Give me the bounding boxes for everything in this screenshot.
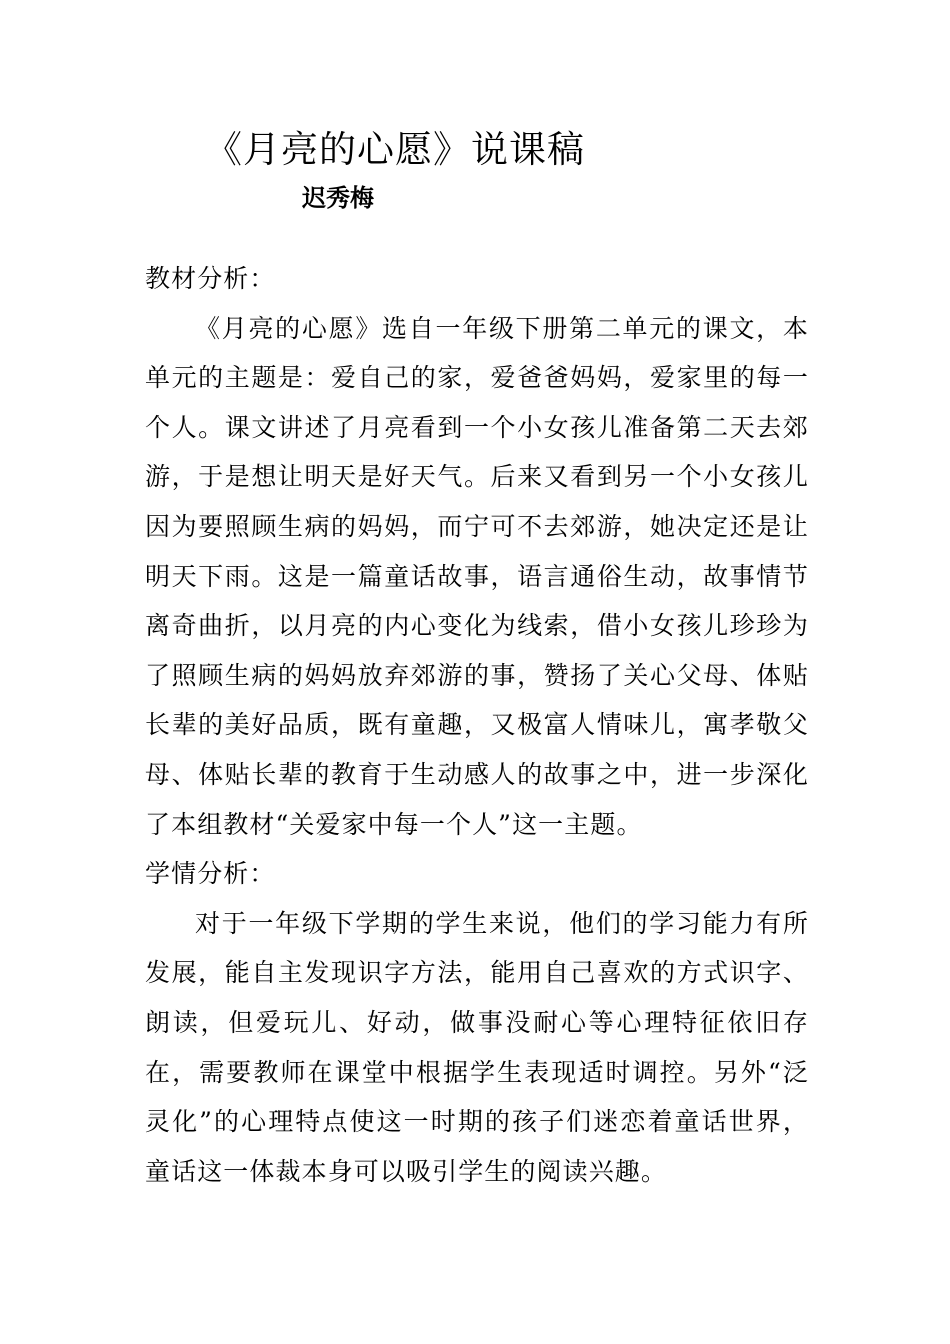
document-body — [145, 254, 809, 1196]
section-textbook-analysis — [145, 254, 809, 849]
section-heading: 教材分析： — [145, 264, 276, 293]
section-heading: 学情分析： — [145, 859, 276, 889]
author-name: 迟秀梅 — [302, 184, 374, 212]
section-student-analysis — [145, 849, 809, 1196]
section-paragraph: 对于一年级下学期的学生来说，他们的学习能力有所发展，能自主发现识字方法，能用自己喜欢的方式识字、朗读，但爱玩儿、好动，做事没耐心等心理特征依旧存在，需要教师在课堂中根据学生表现适时调控。另外“泛灵化”的心理特点使这一时期的孩子们迷恋着童话世界，童话这一体裁本身可以吸引学生的阅读兴趣。 — [145, 908, 809, 1186]
page-title: 《月亮的心愿》说课稿 — [205, 128, 585, 171]
section-paragraph: 《月亮的心愿》选自一年级下册第二单元的课文，本单元的主题是：爱自己的家，爱爸爸妈妈，爱家里的每一个人。课文讲述了月亮看到一个小女孩儿准备第二天去郊游，于是想让明天是好天气。后来又看到另一个小女孩儿因为要照顾生病的妈妈，而宁可不去郊游，她决定还是让明天下雨。这是一篇童话故事，语言通俗生动，故事情节离奇曲折，以月亮的内心变化为线索，借小女孩儿珍珍为了照顾生病的妈妈放弃郊游的事，赞扬了关心父母、体贴长辈的美好品质，既有童趣，又极富人情味儿，寓孝敬父母、体贴长辈的教育于生动感人的故事之中，进一步深化了本组教材“关爱家中每一个人”这一主题。 — [145, 313, 809, 839]
